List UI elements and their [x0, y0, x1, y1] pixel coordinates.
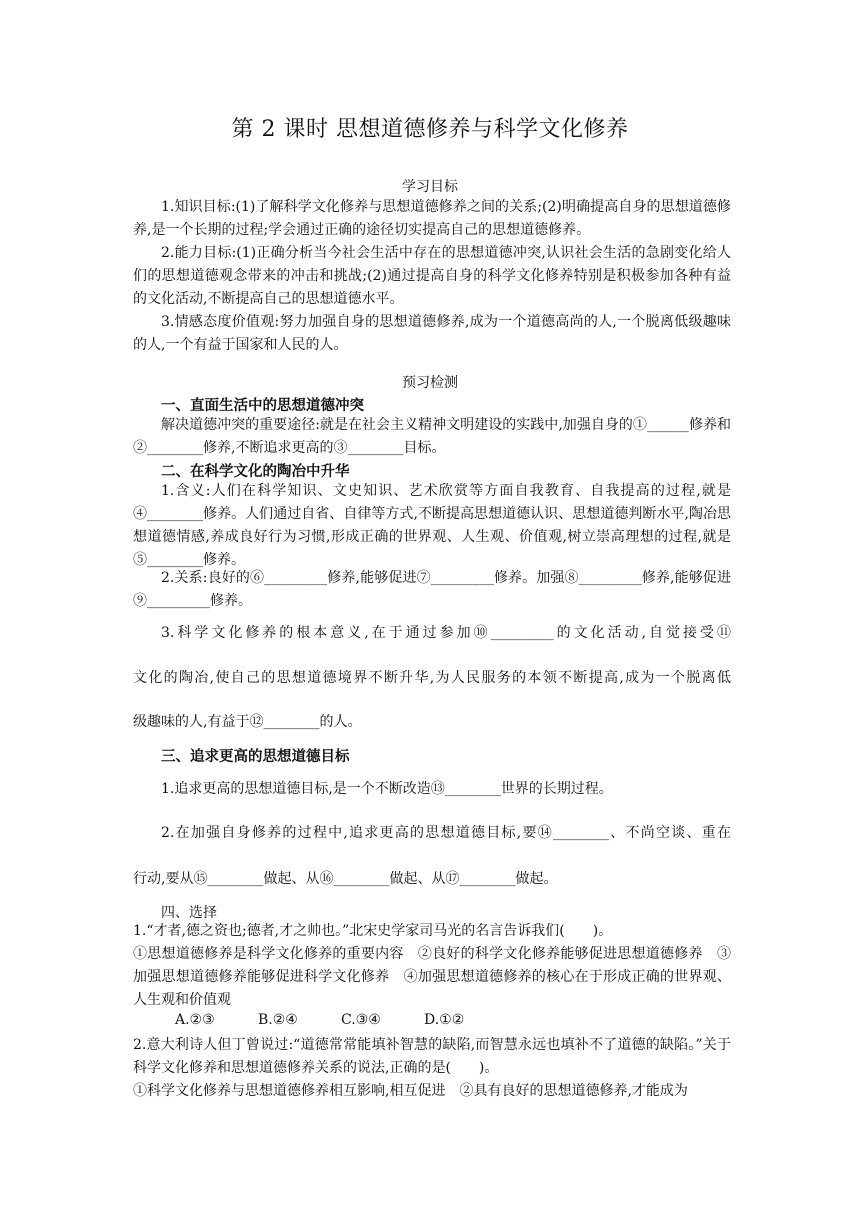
- goal-ability: 2.能力目标:(1)正确分析当今社会生活中存在的思想道德冲突,认识社会生活的急剧变化给人们的思想道德观念带来的冲击和挑战;(2)通过提高自身的科学文化修养特别是积极参加各种有益的文化活动,不断提高自己的思想道德水平。: [133, 245, 731, 307]
- question-2: 2.意大利诗人但丁曾说过:“道德常常能填补智慧的缺陷,而智慧永远也填补不了道德的缺陷。”关于科学文化修养和思想道德修养关系的说法,正确的是( )。: [133, 1037, 731, 1076]
- choice-heading: 四、选择: [161, 905, 217, 921]
- section-2-significance-line-2: 文化的陶冶,使自己的思想道德境界不断升华,为人民服务的本领不断提高,成为一个脱离低: [133, 670, 731, 686]
- option-a[interactable]: A.②③: [175, 1012, 215, 1028]
- section-2-meaning: 1.含义:人们在科学知识、文史知识、艺术欣赏等方面自我教育、自我提高的过程,就是④________修养。人们通过自省、自律等方式,不断提高思想道德认识、思想道德判断水平,陶冶思想道德情感,养成良好行为习惯,形成正确的世界观、人生观、价值观,树立崇高理想的过程,就是⑤________修养。: [133, 483, 731, 568]
- goals-heading: 学习目标: [402, 179, 458, 195]
- question-1-options: [175, 1012, 507, 1028]
- section-1-text: 解决道德冲突的重要途径:就是在社会主义精神文明建设的实践中,加强自身的①______修养和②________修养,不断追求更高的③________目标。: [133, 417, 731, 456]
- section-3-point-1: 1.追求更高的思想道德目标,是一个不断改造⑬________世界的长期过程。: [161, 781, 613, 797]
- preview-heading: 预习检测: [402, 375, 458, 391]
- question-2-items: ①科学文化修养与思想道德修养相互影响,相互促进 ②具有良好的思想道德修养,才能成为: [133, 1083, 688, 1099]
- option-b[interactable]: B.②④: [258, 1012, 298, 1028]
- question-1: 1.“才者,德之资也;德者,才之帅也。”北宋史学家司马光的名言告诉我们( )。: [133, 923, 613, 939]
- section-3-title: 三、追求更高的思想道德目标: [161, 749, 350, 765]
- option-d[interactable]: D.①②: [424, 1012, 465, 1028]
- page-title: 第 2 课时 思想道德修养与科学文化修养: [231, 117, 629, 142]
- option-c[interactable]: C.③④: [341, 1012, 381, 1028]
- goal-values: 3.情感态度价值观:努力加强自身的思想道德修养,成为一个道德高尚的人,一个脱离低级趣味的人,一个有益于国家和人民的人。: [133, 314, 731, 353]
- section-1-title: 一、直面生活中的思想道德冲突: [161, 398, 364, 414]
- section-3-point-2-line-2: 行动,要从⑮________做起、从⑯________做起、从⑰________做起。: [133, 871, 558, 887]
- question-1-items: ①思想道德修养是科学文化修养的重要内容 ②良好的科学文化修养能够促进思想道德修养 ③加强思想道德修养能够促进科学文化修养 ④加强思想道德修养的核心在于形成正确的世界观、人生观和价值观: [133, 946, 731, 1008]
- section-2-significance-line-3: 级趣味的人,有益于⑫________的人。: [133, 714, 362, 730]
- section-2-relation: 2.关系:良好的⑥_________修养,能够促进⑦_________修养。加强⑧_________修养,能够促进⑨_________修养。: [133, 570, 731, 609]
- section-3-point-2-line-1: 2.在加强自身修养的过程中,追求更高的思想道德目标,要⑭________、不尚空谈、重在: [161, 825, 731, 841]
- section-2-title: 二、在科学文化的陶冶中升华: [161, 464, 350, 480]
- section-2-significance-line-1: 3.科学文化修养的根本意义,在于通过参加⑩_________的文化活动,自觉接受⑪: [161, 625, 731, 641]
- goal-knowledge: 1.知识目标:(1)了解科学文化修养与思想道德修养之间的关系;(2)明确提高自身的思想道德修养,是一个长期的过程;学会通过正确的途径切实提高自己的思想道德修养。: [133, 199, 731, 238]
